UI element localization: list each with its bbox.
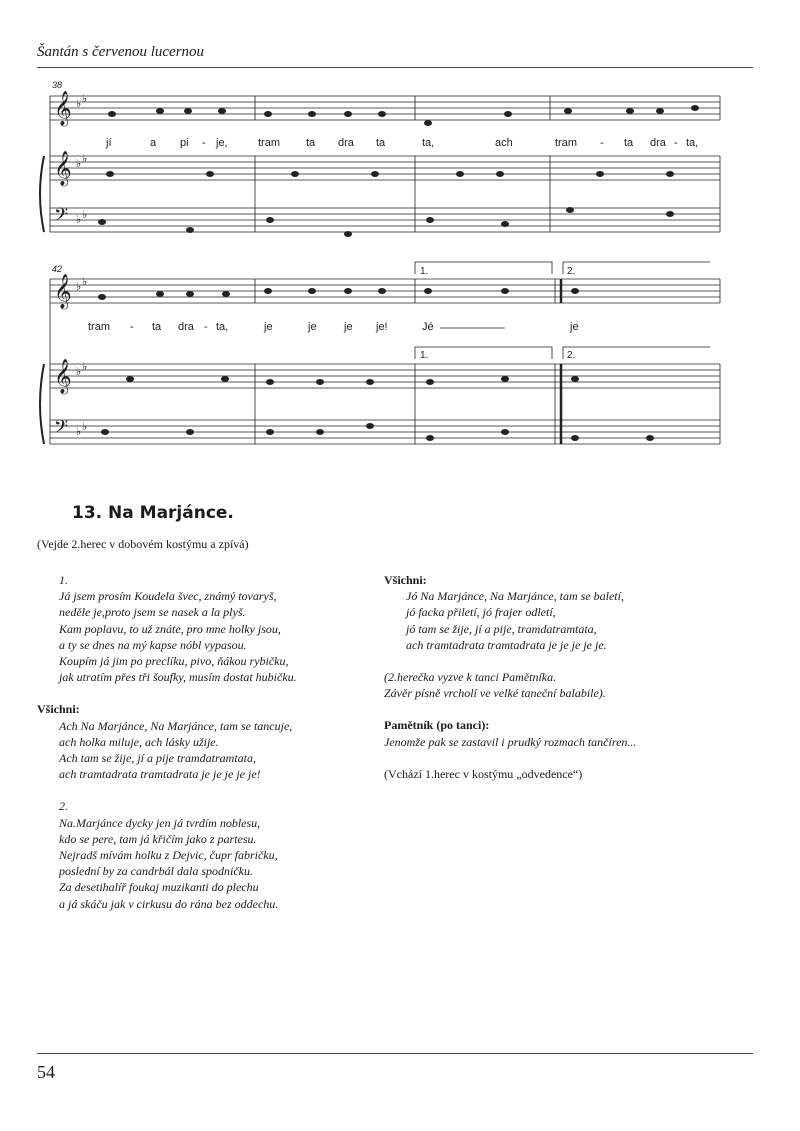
system2-piano-bass-staff bbox=[50, 420, 720, 444]
svg-text:𝄞: 𝄞 bbox=[54, 359, 72, 394]
verse-line: a ty se dnes na mý kapse nóbl vypasou. bbox=[59, 637, 247, 652]
chorus-line: ach tramtadrata tramtadrata je je je je je. bbox=[406, 637, 607, 652]
lyric: a bbox=[150, 137, 157, 149]
pametnik-speaker: Pamětník (po tanci): bbox=[384, 718, 490, 733]
lyric: - bbox=[204, 321, 208, 333]
chorus-line: Ach tam se žije, jí a pije tramdatramtata, bbox=[59, 751, 256, 766]
svg-text:𝄞: 𝄞 bbox=[54, 151, 72, 186]
system1-vocal-staff bbox=[50, 96, 720, 120]
svg-text:♭: ♭ bbox=[82, 153, 88, 165]
svg-text:♭: ♭ bbox=[76, 366, 82, 378]
stage-note-line: Závěr písně vrcholí ve velké taneční balabile). bbox=[384, 686, 606, 701]
chorus-line: Ach Na Marjánce, Na Marjánce, tam se tancuje, bbox=[59, 718, 293, 733]
lyrics-left-column bbox=[37, 572, 367, 912]
verse-2-number: 2. bbox=[59, 799, 68, 814]
lyric: je bbox=[344, 321, 353, 333]
lyric: ta bbox=[152, 321, 162, 333]
verse-line: Já jsem prosím Koudela švec, známý tovaryš, bbox=[59, 589, 277, 604]
lyric: ta, bbox=[216, 321, 229, 333]
chorus-line: jó tam se žije, jí a pije, tramdatramtata, bbox=[406, 621, 597, 636]
lyric: je bbox=[308, 321, 317, 333]
chorus-1-speaker: Všichni: bbox=[37, 702, 80, 717]
chorus-line: ach holka miluje, ach lásky užije. bbox=[59, 734, 219, 749]
measure-number-38: 38 bbox=[52, 80, 63, 90]
system1-piano-bass-staff bbox=[50, 208, 720, 232]
lyric: tram bbox=[88, 321, 110, 333]
lyric: pi bbox=[180, 137, 189, 149]
chorus-2-speaker: Všichni: bbox=[384, 573, 427, 587]
lyric: je, bbox=[216, 137, 228, 149]
svg-text:♭: ♭ bbox=[82, 276, 88, 288]
footer-rule bbox=[37, 1053, 753, 1054]
verse-line: kdo se pere, tam já křičím jako z partesu. bbox=[59, 831, 257, 846]
system2-piano-treble-staff bbox=[50, 364, 720, 388]
svg-text:𝄢: 𝄢 bbox=[54, 417, 69, 442]
volta-2-label-vocal: 2. bbox=[567, 266, 576, 277]
stage-note-line: (2.herečka vyzve k tanci Pamětníka. bbox=[384, 670, 557, 685]
verse-line: a já skáču jak v cirkusu do rána bez oddechu. bbox=[59, 896, 279, 911]
lyric: Jé bbox=[422, 321, 434, 333]
lyric: je! bbox=[376, 321, 388, 333]
chorus-line: ach tramtadrata tramtadrata je je je je je! bbox=[59, 767, 261, 782]
lyric: tram bbox=[555, 137, 577, 149]
svg-text:♭: ♭ bbox=[76, 214, 82, 226]
system2-lyrics bbox=[88, 321, 579, 333]
verse-line: Nejradš mívám holku z Dejvic, čupr fabričku, bbox=[59, 848, 278, 863]
lyric: - bbox=[674, 137, 678, 149]
svg-text:♭: ♭ bbox=[76, 158, 82, 170]
lyric: dra bbox=[338, 137, 354, 149]
page-number: 54 bbox=[37, 1062, 55, 1082]
lyric: - bbox=[130, 321, 134, 333]
lyric: ta bbox=[376, 137, 386, 149]
verse-line: Na.Marjánce dycky jen já tvrdím noblesu, bbox=[59, 815, 261, 830]
exit-stage-note: (Vchází 1.herec v kostýmu „odvedence“) bbox=[384, 766, 583, 781]
volta-2-label-piano: 2. bbox=[567, 350, 576, 361]
lyric: tram bbox=[258, 137, 280, 149]
pametnik-line: Jenomže pak se zastavil i prudký rozmach tančíren... bbox=[384, 734, 637, 749]
header-rule bbox=[37, 67, 753, 68]
lyrics-right-column bbox=[384, 572, 764, 782]
svg-text:♭: ♭ bbox=[82, 93, 88, 105]
verse-line: Koupím já jim po preclíku, pivo, ňákou rybičku, bbox=[59, 654, 289, 669]
lyric: - bbox=[202, 137, 206, 149]
svg-text:♭: ♭ bbox=[82, 361, 88, 373]
svg-text:𝄢: 𝄢 bbox=[54, 205, 69, 230]
svg-text:♭: ♭ bbox=[76, 98, 82, 110]
lyric: ta bbox=[624, 137, 634, 149]
verse-line: Za desetihalíř foukaj muzikanti do plechu bbox=[59, 880, 259, 895]
volta-1-label-vocal: 1. bbox=[420, 266, 429, 277]
running-header-title: Šantán s červenou lucernou bbox=[37, 44, 205, 60]
lyric: ta bbox=[306, 137, 316, 149]
svg-text:♭: ♭ bbox=[76, 426, 82, 438]
verse-line: Kam poplavu, to už znáte, pro mne holky jsou, bbox=[59, 621, 281, 636]
lyric: dra bbox=[650, 137, 666, 149]
lyric: ach bbox=[495, 137, 513, 149]
system1-lyrics bbox=[105, 137, 698, 149]
svg-text:𝄞: 𝄞 bbox=[54, 91, 72, 126]
music-score bbox=[30, 74, 730, 464]
chorus-line: jó facka přiletí, jó frajer odletí, bbox=[406, 605, 556, 620]
svg-text:♭: ♭ bbox=[82, 421, 88, 433]
svg-text:♭: ♭ bbox=[76, 281, 82, 293]
verse-1-number: 1. bbox=[59, 573, 68, 587]
measure-number-42: 42 bbox=[52, 264, 63, 274]
verse-line: jak utratím přes tři šoufky, musím dostat hubičku. bbox=[59, 670, 297, 685]
lyric: je bbox=[570, 321, 579, 333]
lyric: ta, bbox=[686, 137, 699, 149]
lyric: ta, bbox=[422, 137, 435, 149]
lyric: je bbox=[264, 321, 273, 333]
svg-text:𝄞: 𝄞 bbox=[54, 274, 72, 309]
stage-direction-intro: (Vejde 2.herec v dobovém kostýmu a zpívá) bbox=[37, 537, 249, 551]
lyric: dra bbox=[178, 321, 194, 333]
chorus-line: Jó Na Marjánce, Na Marjánce, tam se baletí, bbox=[406, 589, 624, 604]
system1-piano-treble-staff bbox=[50, 156, 720, 180]
verse-line: neděle je,proto jsem se nasek a la plyš. bbox=[59, 605, 246, 620]
lyric: jí bbox=[106, 137, 112, 149]
volta-1-label-piano: 1. bbox=[420, 350, 429, 361]
song-title: 13. Na Marjánce. bbox=[72, 503, 234, 523]
verse-line: poslední by za candrbál dala spodničku. bbox=[59, 864, 253, 879]
lyric: - bbox=[600, 137, 604, 149]
svg-text:♭: ♭ bbox=[82, 209, 88, 221]
